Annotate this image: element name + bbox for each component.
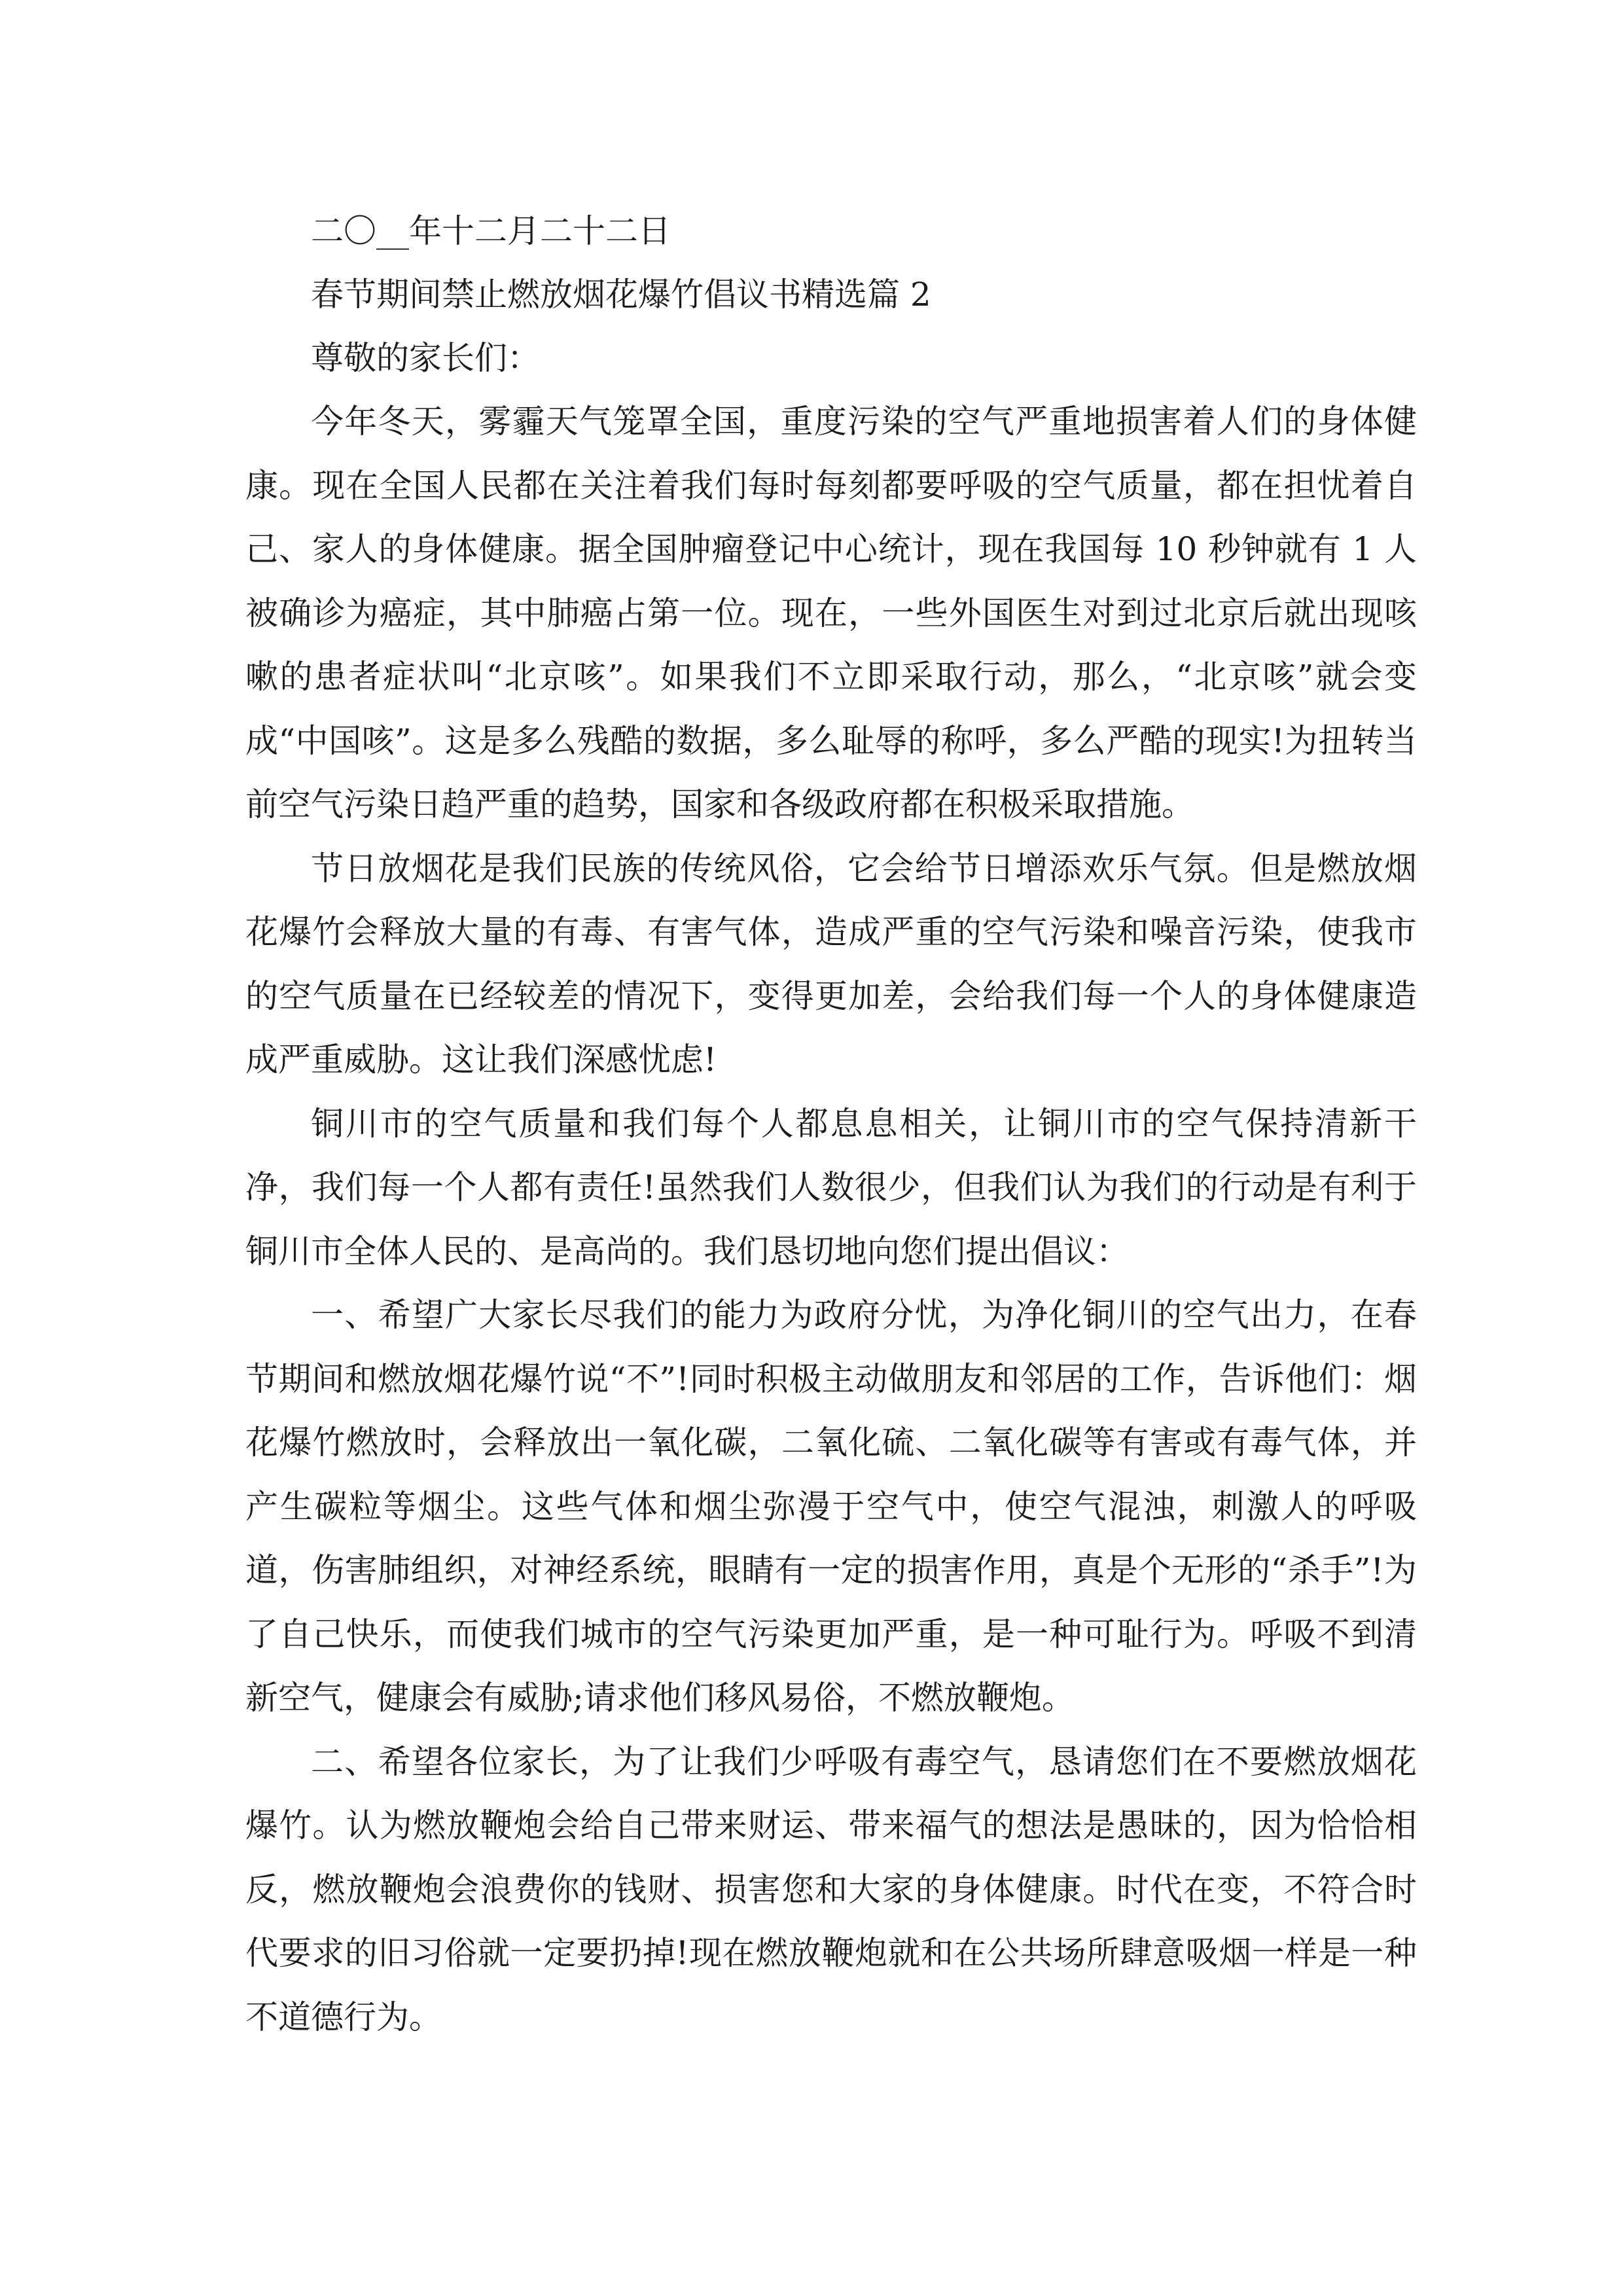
paragraph: 铜川市的空气质量和我们每个人都息息相关，让铜川市的空气保持清新干净，我们每一个人都有责任!虽然我们人数很少，但我们认为我们的行动是有利于铜川市全体人民的、是高尚的。我们恳切地向您们提出倡议： [245,1104,1417,1270]
document-salutation: 尊敬的家长们： [311,339,540,377]
document-date: 二〇__年十二月二十二日 [311,212,671,250]
paragraph: 二、希望各位家长，为了让我们少呼吸有毒空气，恳请您们在不要燃放烟花爆竹。认为燃放鞭炮会给自己带来财运、带来福气的想法是愚昧的，因为恰恰相反，燃放鞭炮会浪费你的钱财、损害您和大家的身体健康。时代在变，不符合时代要求的旧习俗就一定要扔掉!现在燃放鞭炮就和在公共场所肆意吸烟一样是一种不道德行为。 [245,1742,1417,2036]
document-body [245,200,1417,2049]
paragraph: 一、希望广大家长尽我们的能力为政府分忧，为净化铜川的空气出力，在春节期间和燃放烟花爆竹说“不”!同时积极主动做朋友和邻居的工作，告诉他们：烟花爆竹燃放时，会释放出一氧化碳，二氧化硫、二氧化碳等有害或有毒气体，并产生碳粒等烟尘。这些气体和烟尘弥漫于空气中，使空气混浊，刺激人的呼吸道，伤害肺组织，对神经系统，眼睛有一定的损害作用，真是个无形的“杀手”!为了自己快乐，而使我们城市的空气污染更加严重，是一种可耻行为。呼吸不到清新空气，健康会有威胁;请求他们移风易俗，不燃放鞭炮。 [245,1296,1417,1717]
document-title: 春节期间禁止燃放烟花爆竹倡议书精选篇 2 [311,276,931,314]
paragraph: 今年冬天，雾霾天气笼罩全国，重度污染的空气严重地损害着人们的身体健康。现在全国人民都在关注着我们每时每刻都要呼吸的空气质量，都在担忧着自己、家人的身体健康。据全国肿瘤登记中心统计，现在我国每 10 秒钟就有 1 人被确诊为癌症，其中肺癌占第一位。现在，一些外国医生对到过北京后就出现咳嗽的患者症状叫“北京咳”。如果我们不立即采取行动，那么，“北京咳”就会变成“中国咳”。这是多么残酷的数据，多么耻辱的称呼，多么严酷的现实!为扭转当前空气污染日趋严重的趋势，国家和各级政府都在积极采取措施。 [245,403,1417,823]
paragraph: 节日放烟花是我们民族的传统风俗，它会给节日增添欢乐气氛。但是燃放烟花爆竹会释放大量的有毒、有害气体，造成严重的空气污染和噪音污染，使我市的空气质量在已经较差的情况下，变得更加差，会给我们每一个人的身体健康造成严重威胁。这让我们深感忧虑! [245,849,1417,1079]
